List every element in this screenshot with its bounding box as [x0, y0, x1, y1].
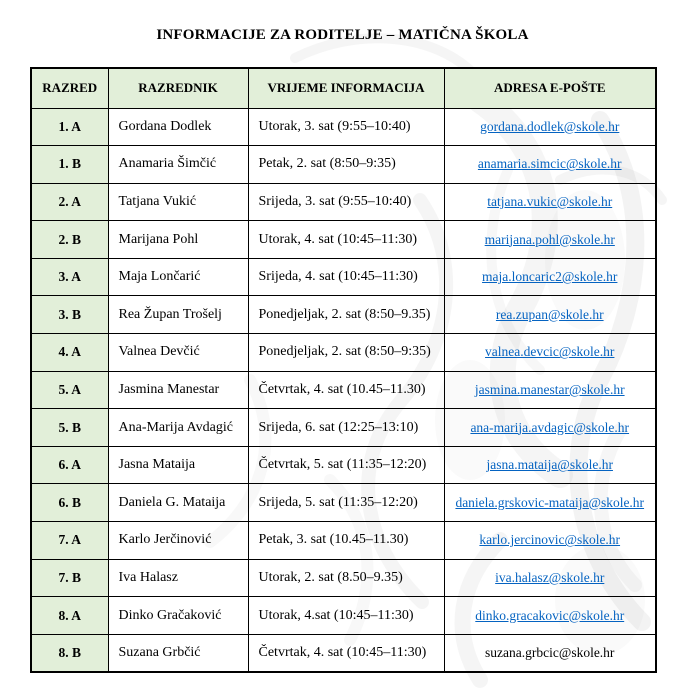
cell-razrednik: Karlo Jerčinović: [108, 522, 248, 560]
table-row: [31, 484, 656, 522]
cell-email: [444, 146, 656, 184]
cell-razrednik: Anamaria Šimčić: [108, 146, 248, 184]
cell-razrednik: Iva Halasz: [108, 559, 248, 597]
table-row: [31, 258, 656, 296]
cell-vrijeme: Četvrtak, 4. sat (10.45–11.30): [248, 371, 444, 409]
table-row: [31, 409, 656, 447]
cell-razrednik: Valnea Devčić: [108, 334, 248, 372]
header-row: [31, 68, 656, 108]
cell-razrednik: Daniela G. Mataija: [108, 484, 248, 522]
cell-email: suzana.grbcic@skole.hr: [444, 634, 656, 672]
cell-razred: 7. B: [31, 559, 108, 597]
cell-razred: 1. B: [31, 146, 108, 184]
header-cell-vrijeme: VRIJEME INFORMACIJA: [248, 68, 444, 108]
cell-razred: 5. A: [31, 371, 108, 409]
info-table: [30, 67, 657, 673]
cell-email: [444, 258, 656, 296]
header-cell-email: ADRESA E-POŠTE: [444, 68, 656, 108]
table-row: [31, 597, 656, 635]
cell-razred: 5. B: [31, 409, 108, 447]
cell-razred: 6. A: [31, 446, 108, 484]
cell-razrednik: Maja Lončarić: [108, 258, 248, 296]
cell-email: [444, 108, 656, 146]
email-link[interactable]: karlo.jercinovic@skole.hr: [479, 532, 621, 548]
email-link[interactable]: jasna.mataija@skole.hr: [486, 457, 613, 473]
cell-email: [444, 446, 656, 484]
cell-vrijeme: Ponedjeljak, 2. sat (8:50–9.35): [248, 296, 444, 334]
header-cell-razrednik: RAZREDNIK: [108, 68, 248, 108]
table-row: [31, 334, 656, 372]
email-link[interactable]: gordana.dodlek@skole.hr: [480, 118, 620, 134]
cell-vrijeme: Srijeda, 4. sat (10:45–11:30): [248, 258, 444, 296]
header-cell-razred: RAZRED: [31, 68, 108, 108]
cell-razrednik: Marijana Pohl: [108, 221, 248, 259]
table-row: [31, 146, 656, 184]
cell-email: [444, 522, 656, 560]
cell-razrednik: Tatjana Vukić: [108, 183, 248, 221]
table-row: [31, 522, 656, 560]
table-row: [31, 371, 656, 409]
table-body: [31, 108, 656, 672]
cell-razrednik: Ana-Marija Avdagić: [108, 409, 248, 447]
table-row: [31, 446, 656, 484]
cell-razrednik: Dinko Gračaković: [108, 597, 248, 635]
email-link[interactable]: iva.halasz@skole.hr: [495, 569, 605, 585]
cell-vrijeme: Utorak, 2. sat (8.50–9.35): [248, 559, 444, 597]
email-link[interactable]: marijana.pohl@skole.hr: [484, 231, 615, 247]
cell-vrijeme: Petak, 2. sat (8:50–9:35): [248, 146, 444, 184]
table-row: [31, 634, 656, 672]
cell-email: [444, 371, 656, 409]
cell-email: [444, 597, 656, 635]
table-row: [31, 108, 656, 146]
email-link[interactable]: valnea.devcic@skole.hr: [485, 344, 615, 360]
cell-email: [444, 484, 656, 522]
cell-vrijeme: Srijeda, 3. sat (9:55–10:40): [248, 183, 444, 221]
email-link[interactable]: dinko.gracakovic@skole.hr: [475, 607, 625, 623]
email-link[interactable]: tatjana.vukic@skole.hr: [487, 193, 613, 209]
cell-email: [444, 221, 656, 259]
cell-razred: 3. B: [31, 296, 108, 334]
cell-vrijeme: Petak, 3. sat (10.45–11.30): [248, 522, 444, 560]
cell-email: [444, 296, 656, 334]
table-row: [31, 183, 656, 221]
table-row: [31, 296, 656, 334]
cell-razred: 8. A: [31, 597, 108, 635]
page-title: INFORMACIJE ZA RODITELJE – MATIČNA ŠKOLA: [156, 27, 529, 43]
cell-vrijeme: Četvrtak, 5. sat (11:35–12:20): [248, 446, 444, 484]
email-link[interactable]: jasmina.manestar@skole.hr: [474, 381, 625, 397]
cell-razred: 4. A: [31, 334, 108, 372]
email-link[interactable]: anamaria.simcic@skole.hr: [477, 156, 622, 172]
cell-vrijeme: Srijeda, 5. sat (11:35–12:20): [248, 484, 444, 522]
cell-razred: 2. B: [31, 221, 108, 259]
cell-email: [444, 183, 656, 221]
cell-razrednik: Jasmina Manestar: [108, 371, 248, 409]
cell-razred: 2. A: [31, 183, 108, 221]
cell-razred: 1. A: [31, 108, 108, 146]
cell-email: [444, 334, 656, 372]
cell-vrijeme: Četvrtak, 4. sat (10:45–11:30): [248, 634, 444, 672]
cell-email: [444, 409, 656, 447]
email-link[interactable]: maja.loncaric2@skole.hr: [482, 269, 618, 285]
email-link[interactable]: rea.zupan@skole.hr: [495, 306, 604, 322]
email-link[interactable]: daniela.grskovic-mataija@skole.hr: [455, 494, 645, 510]
cell-razrednik: Suzana Grbčić: [108, 634, 248, 672]
cell-vrijeme: Utorak, 3. sat (9:55–10:40): [248, 108, 444, 146]
cell-vrijeme: Utorak, 4. sat (10:45–11:30): [248, 221, 444, 259]
cell-razrednik: Rea Župan Trošelj: [108, 296, 248, 334]
cell-vrijeme: Ponedjeljak, 2. sat (8:50–9:35): [248, 334, 444, 372]
cell-razred: 8. B: [31, 634, 108, 672]
table-row: [31, 559, 656, 597]
cell-razrednik: Jasna Mataija: [108, 446, 248, 484]
table-row: [31, 221, 656, 259]
cell-email: [444, 559, 656, 597]
cell-vrijeme: Srijeda, 6. sat (12:25–13:10): [248, 409, 444, 447]
cell-razrednik: Gordana Dodlek: [108, 108, 248, 146]
cell-razred: 7. A: [31, 522, 108, 560]
cell-razred: 6. B: [31, 484, 108, 522]
email-link[interactable]: ana-marija.avdagic@skole.hr: [470, 419, 630, 435]
cell-razred: 3. A: [31, 258, 108, 296]
cell-vrijeme: Utorak, 4.sat (10:45–11:30): [248, 597, 444, 635]
